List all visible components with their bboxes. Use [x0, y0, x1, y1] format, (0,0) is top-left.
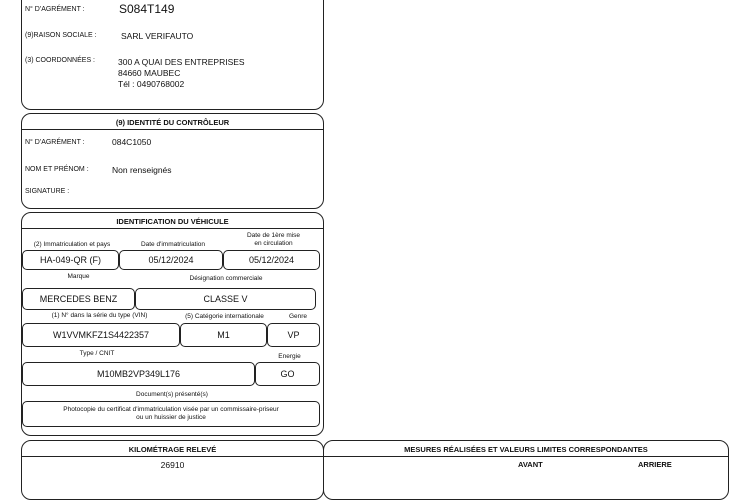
kilometrage-title-divider	[22, 456, 323, 457]
raison-sociale-value: SARL VERIFAUTO	[121, 31, 194, 41]
raison-sociale-label: (9)RAISON SOCIALE :	[25, 32, 97, 39]
kilometrage-title: KILOMÉTRAGE RELEVÉ	[128, 445, 217, 454]
controleur-nom-label: NOM ET PRÉNOM :	[25, 166, 89, 173]
kilometrage-value: 26910	[160, 460, 185, 470]
controleur-signature-label: SIGNATURE :	[25, 188, 70, 195]
energie-field: GO	[255, 362, 320, 386]
marque-field: MERCEDES BENZ	[22, 288, 135, 310]
vehicule-title: IDENTIFICATION DU VÉHICULE	[116, 217, 229, 226]
vehicule-title-divider	[22, 228, 323, 229]
centre-agrement-value: S084T149	[119, 2, 175, 16]
address-line-2: 84660 MAUBEC	[118, 68, 181, 78]
mesures-col-arriere: ARRIERE	[638, 460, 672, 469]
date-mise-field: 05/12/2024	[223, 250, 320, 270]
centre-agrement-label: N° D'AGRÉMENT :	[25, 6, 85, 13]
controleur-agrement-label: N° D'AGRÉMENT :	[25, 139, 85, 146]
genre-field: VP	[267, 323, 320, 347]
mesures-panel	[323, 440, 729, 500]
documents-line-1: Photocopie du certificat d'immatriculation visée par un commissaire-priseur	[63, 406, 279, 413]
marque-label: Marque	[67, 273, 90, 280]
date-immat-label: Date d'immatriculation	[140, 241, 206, 248]
type-cnit-label: Type / CNIT	[79, 350, 115, 357]
date-immat-field: 05/12/2024	[119, 250, 223, 270]
centre-identity-panel	[21, 0, 324, 110]
address-line-1: 300 A QUAI DES ENTREPRISES	[118, 57, 245, 67]
mesures-title-divider	[324, 456, 728, 457]
mesures-title: MESURES RÉALISÉES ET VALEURS LIMITES CORRESPONDANTES	[404, 445, 648, 454]
date-mise-label-2: en circulation	[254, 240, 293, 247]
coordonnees-label: (3) COORDONNÉES :	[25, 57, 96, 64]
categorie-label: (5) Catégorie internationale	[185, 313, 264, 320]
immat-label: (2) Immatriculation et pays	[33, 241, 111, 248]
vin-label: (1) N° dans la série du type (VIN)	[51, 312, 148, 319]
type-cnit-field: M10MB2VP349L176	[22, 362, 255, 386]
documents-line-2: ou un huissier de justice	[136, 414, 206, 421]
energie-label: Energie	[278, 353, 301, 360]
vin-field: W1VVMKFZ1S4422357	[22, 323, 180, 347]
kilometrage-panel	[21, 440, 324, 500]
controleur-title: (9) IDENTITÉ DU CONTRÔLEUR	[115, 118, 230, 127]
designation-label: Désignation commerciale	[189, 275, 263, 282]
documents-field	[22, 401, 320, 427]
mesures-col-avant: AVANT	[518, 460, 543, 469]
designation-field: CLASSE V	[135, 288, 316, 310]
address-line-3: Tél : 0490768002	[118, 79, 185, 89]
genre-label: Genre	[288, 313, 308, 320]
categorie-field: M1	[180, 323, 267, 347]
controleur-nom-value: Non renseignés	[112, 165, 172, 175]
controleur-agrement-value: 084C1050	[112, 137, 152, 147]
immat-field: HA-049-QR (F)	[22, 250, 119, 270]
date-mise-label-1: Date de 1ère mise	[246, 232, 301, 239]
documents-label: Document(s) présenté(s)	[136, 391, 208, 398]
controleur-title-divider	[22, 129, 323, 130]
